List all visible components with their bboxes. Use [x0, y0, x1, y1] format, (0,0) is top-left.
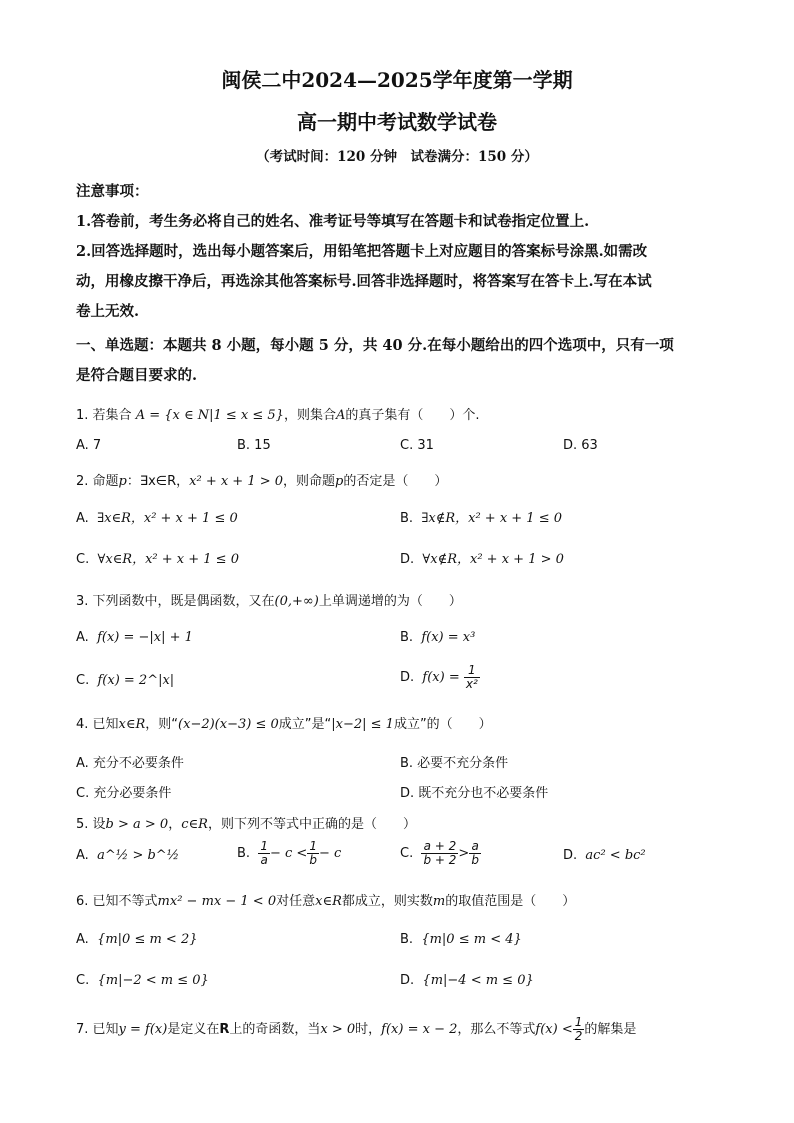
- q2-stem: [76, 470, 447, 489]
- q6-a-label: A.: [76, 932, 89, 947]
- q5-option-a: [76, 848, 179, 863]
- q3-b-expr: f(x) = x³: [421, 630, 476, 645]
- q4-mid: ，则“: [145, 717, 179, 732]
- q4-e2: |x−2| ≤ 1: [331, 717, 394, 732]
- q7-expr: f(x) = x − 2: [381, 1022, 458, 1037]
- q2-tail: 的否定是（ ）: [343, 474, 448, 489]
- q2-option-b: [400, 507, 562, 526]
- q6-mid: 对任意: [276, 894, 316, 909]
- q2-b-expr: ∃x∉R，x² + x + 1 ≤ 0: [421, 511, 563, 526]
- q1-var: A: [335, 408, 346, 423]
- q2-a-label: A.: [76, 511, 89, 526]
- q2-c-label: C.: [76, 552, 90, 567]
- q3-d-num: 1: [464, 664, 480, 678]
- q5-d-label: D.: [563, 848, 578, 863]
- q3-a-label: A.: [76, 630, 89, 645]
- q7-mid2: 上的奇函数，当: [229, 1022, 321, 1037]
- q6-d-expr: {m|−4 < m ≤ 0}: [422, 973, 534, 988]
- q6-tail: 的取值范围是（ ）: [445, 894, 576, 909]
- q3-interval: (0,+∞): [274, 594, 319, 609]
- q5-b-num1: 1: [260, 839, 268, 853]
- q2-option-a: [76, 507, 238, 526]
- q4-option-a: A. 充分不必要条件: [76, 756, 184, 771]
- q5-b-num2: 1: [309, 839, 317, 853]
- q6-d-label: D.: [400, 973, 415, 988]
- q5-c-frac1: [421, 840, 458, 867]
- q5-c-den1: b + 2: [423, 853, 457, 867]
- q4-option-c: C. 充分必要条件: [76, 786, 172, 801]
- q1-post: ，则集合: [283, 408, 336, 423]
- q3-a-expr: f(x) = −|x| + 1: [97, 630, 193, 645]
- q5-tail: ，则下列不等式中正确的是（ ）: [207, 817, 416, 832]
- q5-d-expr: ac² < bc²: [585, 848, 646, 863]
- q5-c-label: C.: [400, 846, 414, 861]
- q3-pre: 3. 下列函数中，既是偶函数，又在: [76, 594, 275, 609]
- q6-b-label: B.: [400, 932, 414, 947]
- q7-ineq: f(x) <: [535, 1022, 573, 1037]
- q6-option-d: [400, 973, 534, 988]
- q3-d-label: D.: [400, 670, 415, 685]
- q5-mid: ，: [168, 817, 182, 832]
- q5-stem: [76, 813, 416, 832]
- q1-option-c: C. 31: [400, 438, 434, 453]
- q7-den: 2: [574, 1029, 583, 1043]
- q3-option-b: [400, 630, 475, 645]
- q1-tail: 的真子集有（ ）个.: [345, 408, 480, 423]
- q2-p: p: [118, 474, 127, 489]
- q7-mid3: 时，: [355, 1022, 382, 1037]
- q6-cond: x∈R: [315, 894, 342, 909]
- q2-d-expr: ∀x∉R，x² + x + 1 > 0: [422, 552, 564, 567]
- q5-c-den2: b: [471, 853, 479, 867]
- q7-tail: 的解集是: [584, 1022, 637, 1037]
- q7-pre: 7. 已知: [76, 1022, 119, 1037]
- q2-option-c: [76, 548, 239, 567]
- q5-b-frac1: [258, 840, 270, 867]
- q2-option-d: [400, 548, 564, 567]
- q3-d-fraction: [464, 664, 480, 691]
- q1-option-a: A. 7: [76, 438, 102, 453]
- q6-option-a: [76, 932, 198, 947]
- q7-fraction: [573, 1016, 585, 1043]
- q2-c-expr: ∀x∈R，x² + x + 1 ≤ 0: [97, 552, 239, 567]
- q1-pre: 1. 若集合: [76, 408, 132, 423]
- q1-option-b: B. 15: [237, 438, 271, 453]
- q5-a-expr: a^½ > b^½: [97, 848, 180, 863]
- q3-b-label: B.: [400, 630, 414, 645]
- q3-c-expr: f(x) = 2^|x|: [97, 673, 175, 688]
- q5-b-frac2: [307, 840, 319, 867]
- q4-cond: x∈R: [118, 717, 146, 732]
- notes-item2-line2: 动，用橡皮擦干净后，再选涂其他答案标号.回答非选择题时，将答案写在答卡上.写在本试: [76, 273, 652, 290]
- q5-a-label: A.: [76, 848, 89, 863]
- q3-tail: 上单调递增的为（ ）: [318, 594, 462, 609]
- q2-a-expr: ∃x∈R，x² + x + 1 ≤ 0: [97, 511, 238, 526]
- q6-c-expr: {m|−2 < m ≤ 0}: [97, 973, 209, 988]
- q7-func: y = f(x): [118, 1022, 168, 1037]
- q5-option-d: [563, 848, 646, 863]
- q6-stem: [76, 890, 575, 909]
- q7-mid: 是定义在: [167, 1022, 220, 1037]
- q4-e1: (x−2)(x−3) ≤ 0: [178, 717, 279, 732]
- exam-title-line2: 高一期中考试数学试卷: [297, 110, 497, 134]
- q6-ineq: mx² − mx − 1 < 0: [157, 894, 277, 909]
- q1-set: A = {x ∈ N|1 ≤ x ≤ 5}: [135, 408, 284, 423]
- notes-heading: 注意事项：: [76, 183, 149, 200]
- q5-b-end: − c: [318, 846, 342, 861]
- q5-b-mid: − c <: [269, 846, 308, 861]
- notes-item2-line1: 2.回答选择题时，选出每小题答案后，用铅笔把答题卡上对应题目的答案标号涂黑.如需改: [76, 243, 648, 260]
- q6-c-label: C.: [76, 973, 90, 988]
- q2-post: ，则命题: [283, 474, 336, 489]
- q4-option-b: B. 必要不充分条件: [400, 756, 509, 771]
- q4-mid2: 成立”是“: [278, 717, 332, 732]
- q5-c-mid: >: [458, 846, 470, 861]
- q4-tail: 成立”的（ ）: [393, 717, 492, 732]
- q5-c-num2: a: [469, 840, 481, 854]
- q3-option-c: [76, 673, 174, 688]
- q5-b-den1: a: [260, 853, 268, 867]
- q5-b-den2: b: [309, 853, 317, 867]
- q5-c-frac2: [469, 840, 481, 867]
- q4-pre: 4. 已知: [76, 717, 119, 732]
- q3-d-pre: f(x) =: [422, 670, 460, 685]
- q2-expr: x² + x + 1 > 0: [189, 474, 284, 489]
- q5-cond: b > a > 0: [105, 817, 169, 832]
- q6-b-expr: {m|0 ≤ m < 4}: [421, 932, 522, 947]
- q7-R: R: [219, 1022, 230, 1037]
- q2-b-label: B.: [400, 511, 414, 526]
- q7-num: 1: [574, 1015, 583, 1029]
- q3-d-den: x²: [465, 677, 478, 691]
- q5-b-label: B.: [237, 846, 251, 861]
- q7-stem: [76, 1016, 636, 1043]
- notes-item1: 1.答卷前，考生务必将自己的姓名、准考证号等填写在答题卡和试卷指定位置上.: [76, 213, 590, 230]
- q6-option-b: [400, 932, 522, 947]
- q6-option-c: [76, 973, 209, 988]
- q1-stem: [76, 404, 479, 423]
- q1-option-d: D. 63: [563, 438, 598, 453]
- q5-c-num1: a + 2: [421, 840, 458, 854]
- section1-line2: 是符合题目要求的.: [76, 367, 198, 384]
- q3-option-a: [76, 630, 193, 645]
- q4-stem: [76, 713, 492, 732]
- q5-option-b: [237, 840, 341, 867]
- q5-pre: 5. 设: [76, 817, 106, 832]
- q6-pre: 6. 已知不等式: [76, 894, 158, 909]
- q3-option-d: [400, 664, 480, 691]
- q4-option-d: D. 既不充分也不必要条件: [400, 786, 549, 801]
- exam-subtitle: （考试时间：120 分钟 试卷满分：150 分）: [256, 149, 538, 165]
- q2-pre: 2. 命题: [76, 474, 119, 489]
- q6-a-expr: {m|0 ≤ m < 2}: [97, 932, 198, 947]
- notes-item2-line3: 卷上无效.: [76, 303, 140, 320]
- q2-d-label: D.: [400, 552, 415, 567]
- q6-mid2: 都成立，则实数: [341, 894, 433, 909]
- q2-p2: p: [335, 474, 344, 489]
- q6-var: m: [432, 894, 446, 909]
- q3-c-label: C.: [76, 673, 90, 688]
- q2-mid: ：∃x∈R，: [126, 474, 190, 489]
- q7-cond: x > 0: [320, 1022, 356, 1037]
- q5-cond2: c∈R: [181, 817, 208, 832]
- section1-line1: 一、单选题：本题共 8 小题，每小题 5 分，共 40 分.在每小题给出的四个选项中，只有一项: [76, 337, 674, 354]
- q5-option-c: [400, 840, 481, 867]
- q3-stem: [76, 590, 462, 609]
- q7-mid4: ，那么不等式: [457, 1022, 536, 1037]
- exam-title-line1: 闽侯二中2024—2025学年度第一学期: [221, 68, 573, 92]
